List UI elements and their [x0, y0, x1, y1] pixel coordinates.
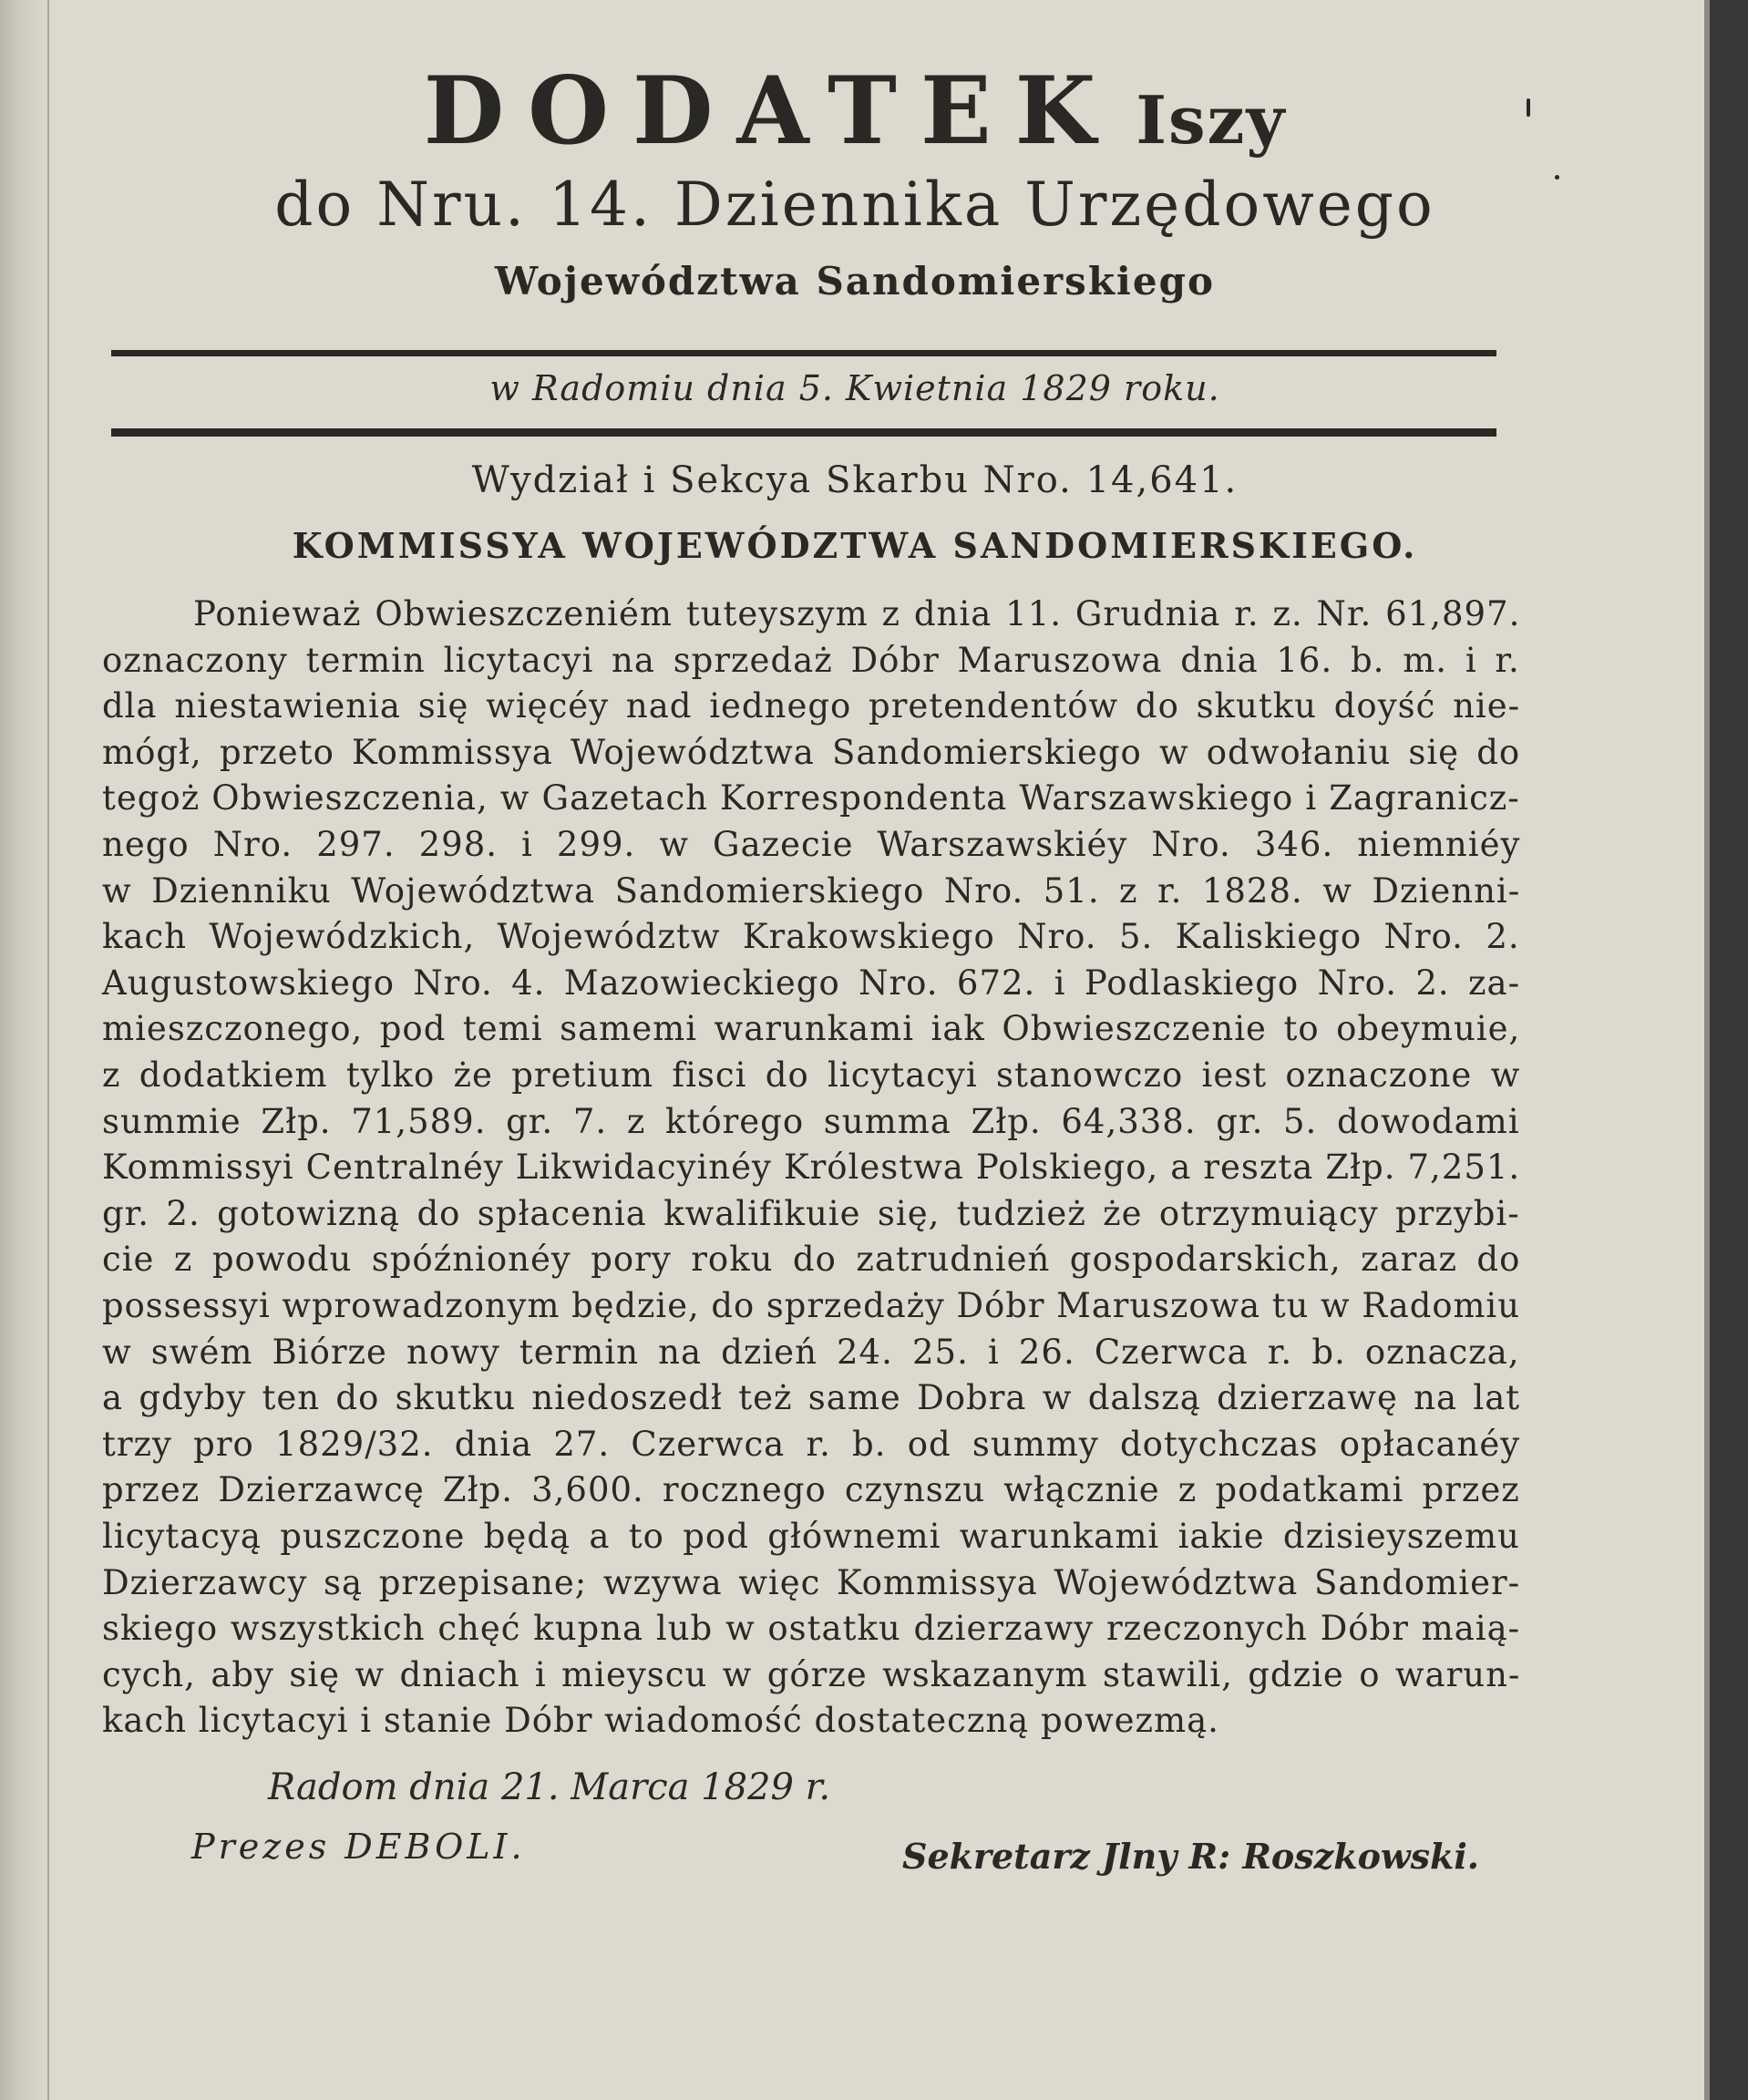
- body-line: Kommissyi Centralnéy Likwidacyinéy Królestwa Polskiego, a reszta Złp. 7,251.: [102, 1148, 1521, 1187]
- body-line: nego Nro. 297. 298. i 299. w Gazecie Warszawskiéy Nro. 346. niemniéy: [102, 825, 1521, 864]
- place-and-date: Radom dnia 21. Marca 1829 r.: [268, 1766, 831, 1808]
- ink-speck: [1527, 98, 1530, 117]
- section-reference: Wydział i Sekcya Skarbu Nro. 14,641.: [471, 459, 1239, 501]
- page-binding-edge: [0, 0, 49, 2100]
- body-line: tegoż Obwieszczenia, w Gazetach Korrespondenta Warszawskiego i Zagranicz-: [102, 778, 1520, 818]
- title-main: DODATEK: [423, 57, 1120, 166]
- president-signature: Prezes DEBOLI.: [191, 1827, 526, 1867]
- body-line: z dodatkiem tylko że pretium fisci do licytacyi stanowczo iest oznaczone w: [102, 1055, 1521, 1095]
- body-line: skiego wszystkich chęć kupna lub w ostatku dzierzawy rzeczonych Dóbr maią-: [102, 1609, 1521, 1648]
- body-line: Ponieważ Obwieszczeniém tuteyszym z dnia 11. Grudnia r. z. Nr. 61,897.: [193, 594, 1521, 633]
- body-line: cie z powodu spóźnionéy pory roku do zatrudnień gospodarskich, zaraz do: [102, 1240, 1521, 1279]
- body-line: przez Dzierzawcę Złp. 3,600. rocznego czynszu włącznie z podatkami przez: [102, 1470, 1520, 1509]
- body-line: licytacyą puszczone będą a to pod głównemi warunkami iakie dzisieyszemu: [102, 1517, 1520, 1556]
- issue-dateline: w Radomiu dnia 5. Kwietnia 1829 roku.: [489, 368, 1220, 408]
- body-line: mógł, przeto Kommissya Województwa Sandomierskiego w odwołaniu się do: [102, 733, 1521, 772]
- body-line: kach licytacyi i stanie Dóbr wiadomość dostateczną powezmą.: [102, 1701, 1219, 1740]
- body-line: w Dzienniku Województwa Sandomierskiego Nro. 51. z r. 1828. w Dzienni-: [102, 871, 1521, 911]
- body-line: trzy pro 1829/32. dnia 27. Czerwca r. b. od summy dotychczas opłacanéy: [102, 1425, 1521, 1464]
- body-line: cych, aby się w dniach i mieyscu w górze wskazanym stawili, gdzie o warun-: [102, 1655, 1521, 1694]
- document-subtitle: do Nru. 14. Dziennika Urzędowego: [274, 170, 1435, 240]
- body-line: Dzierzawcy są przepisane; wzywa więc Kommissya Województwa Sandomier-: [102, 1563, 1521, 1602]
- body-line: summie Złp. 71,589. gr. 7. z którego summa Złp. 64,338. gr. 5. dowodami: [102, 1102, 1520, 1141]
- body-line: mieszczonego, pod temi samemi warunkami iak Obwieszczenie to obeymuie,: [102, 1009, 1521, 1048]
- secretary-signature: Sekretarz Jlny R: Roszkowski.: [902, 1836, 1480, 1877]
- body-line: a gdyby ten do skutku niedoszedł też same Dobra w dalszą dzierzawę na lat: [102, 1378, 1521, 1417]
- document-title: [0, 57, 1710, 166]
- top-rule: [111, 350, 1496, 356]
- body-line: oznaczony termin licytacyi na sprzedaż Dóbr Maruszowa dnia 16. b. m. i r.: [102, 641, 1520, 680]
- commission-heading: KOMMISSYA WOJEWÓDZTWA SANDOMIERSKIEGO.: [292, 525, 1418, 566]
- bottom-rule: [111, 428, 1496, 437]
- body-line: w swém Biórze nowy termin na dzień 24. 25. i 26. Czerwca r. b. oznacza,: [102, 1333, 1520, 1372]
- body-line: kach Wojewódzkich, Województw Krakowskiego Nro. 5. Kaliskiego Nro. 2.: [102, 917, 1520, 956]
- dark-background-edge: [1710, 0, 1748, 2100]
- title-suffix: Iszy: [1136, 81, 1287, 159]
- body-line: possessyi wprowadzonym będzie, do sprzedaży Dóbr Maruszowa tu w Radomiu: [102, 1286, 1520, 1325]
- body-line: dla niestawienia się więcéy nad iednego pretendentów do skutku doyść nie-: [102, 686, 1521, 726]
- region-name: Województwa Sandomierskiego: [495, 259, 1215, 304]
- ink-speck: [1555, 175, 1559, 180]
- body-line: gr. 2. gotowizną do spłacenia kwalifikuie się, tudzież że otrzymuiący przybi-: [102, 1194, 1520, 1233]
- body-line: Augustowskiego Nro. 4. Mazowieckiego Nro. 672. i Podlaskiego Nro. 2. za-: [102, 963, 1521, 1003]
